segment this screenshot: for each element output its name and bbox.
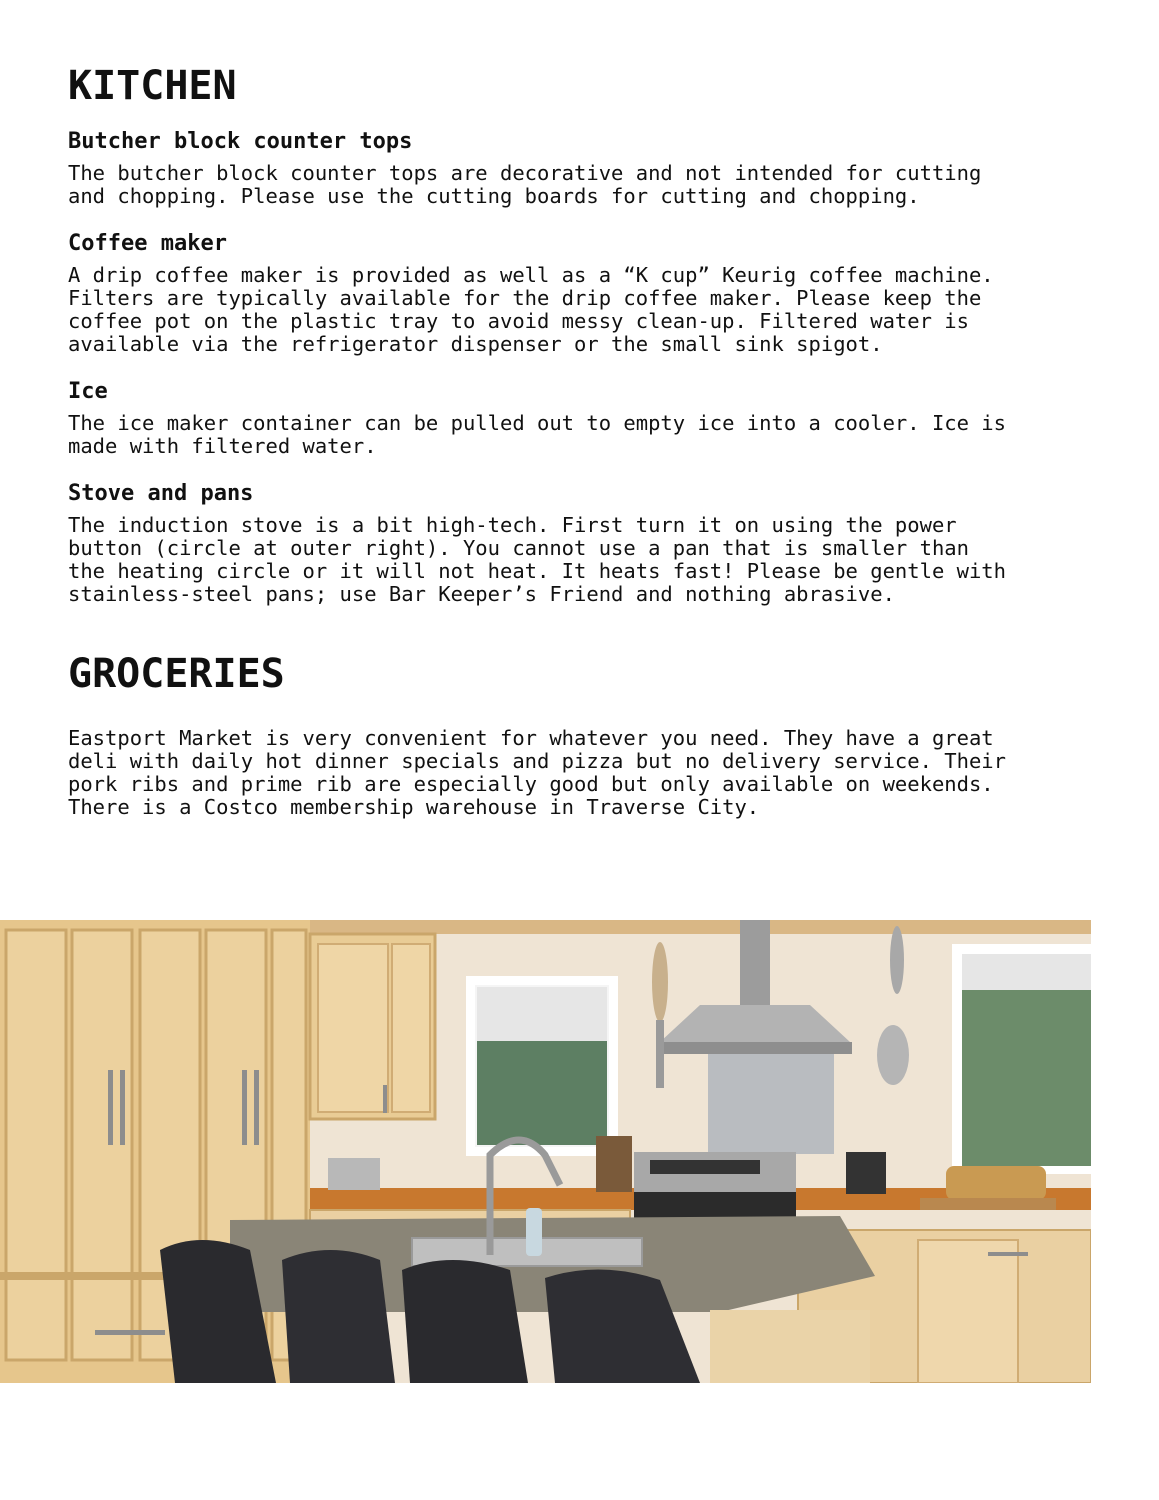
section-heading-stove: Stove and pans [68,481,254,506]
section-heading-butcher-block: Butcher block counter tops [68,129,413,154]
section-body-coffee-maker: A drip coffee maker is provided as well as a “K cup” Keurig coffee machine. Filters are typically available for the drip coffee maker. Please keep the coffee pot on the plastic tray to avoid messy clean-up. Filtered water is available via the refrigerator dispenser or the small sink spigot. [68,263,994,356]
window-right [952,944,1091,1174]
kitchen-title: KITCHEN [68,63,237,109]
section-body-butcher-block: The butcher block counter tops are decorative and not intended for cutting and chopping. Please use the cutting boards for cutting and chopping. [68,161,982,208]
window-left [466,976,618,1156]
section-heading-coffee-maker: Coffee maker [68,231,227,256]
section-body-ice: The ice maker container can be pulled out to empty ice into a cooler. Ice is made with filtered water. [68,411,1006,458]
kitchen-photo [0,920,1091,1383]
groceries-body: Eastport Market is very convenient for whatever you need. They have a great deli with daily hot dinner specials and pizza but no delivery service. Their pork ribs and prime rib are especially good but only available on weekends. There is a Costco membership warehouse in Traverse City. [68,726,1006,819]
section-heading-ice: Ice [68,379,108,404]
section-body-stove: The induction stove is a bit high-tech. First turn it on using the power button (circle at outer right). You cannot use a pan that is smaller than the heating circle or it will not heat. It heats fast! Please be gentle with stainless-steel pans; use Bar Keeper’s Friend and nothing abrasive. [68,513,1006,606]
pantry-cabinets [0,920,310,1383]
groceries-title: GROCERIES [68,651,285,697]
upper-cabinets [310,934,435,1119]
kitchen-photo-illustration [0,920,1091,1383]
